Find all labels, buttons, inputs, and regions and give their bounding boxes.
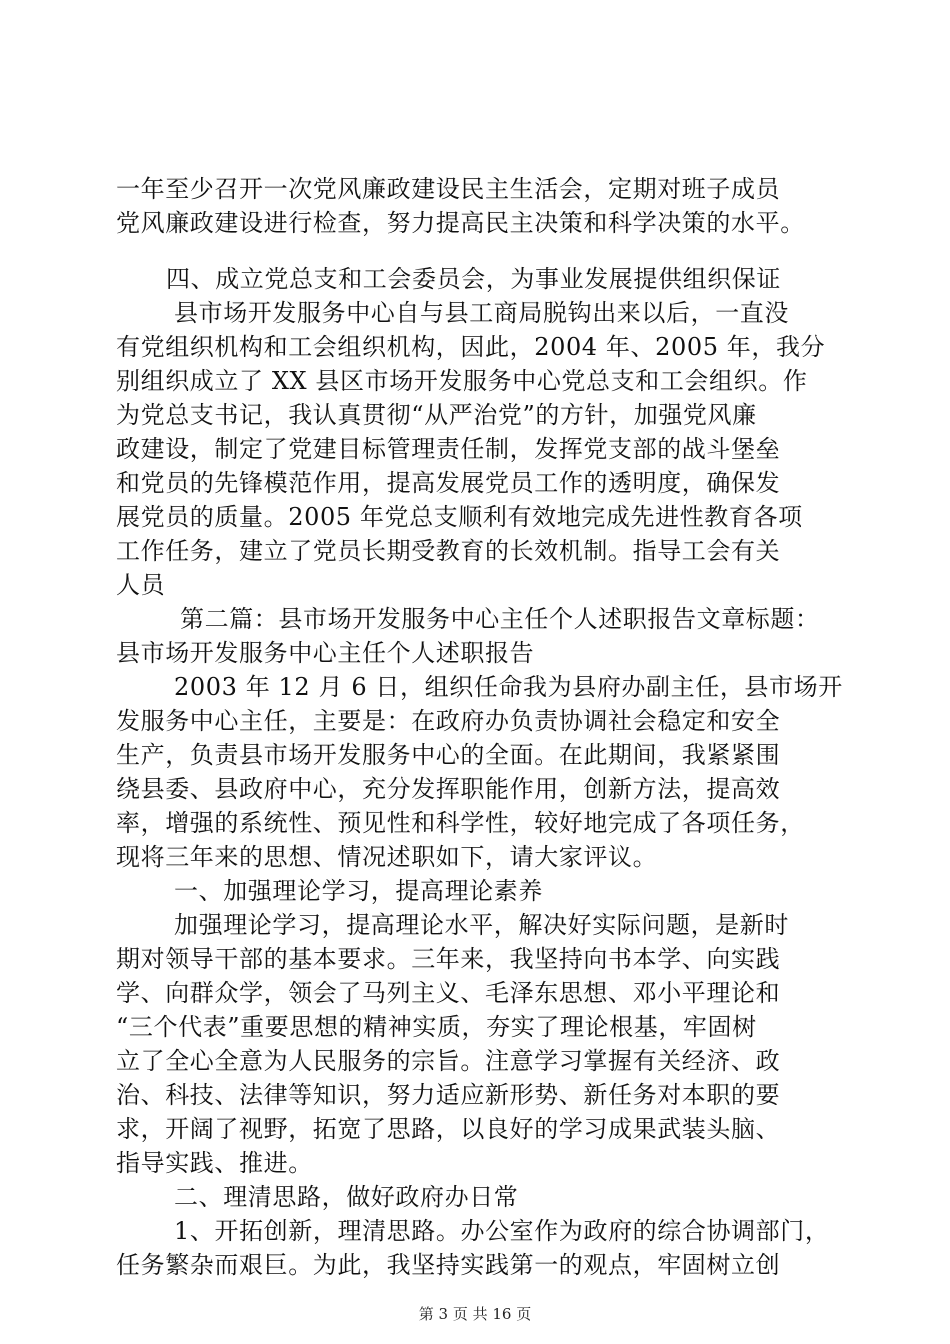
body-text-line: 期对领导干部的基本要求。三年来，我坚持向书本学、向实践 bbox=[116, 945, 781, 973]
body-text-line: 率，增强的系统性、预见性和科学性，较好地完成了各项任务， bbox=[116, 809, 805, 837]
body-text-line: 现将三年来的思想、情况述职如下，请大家评议。 bbox=[116, 843, 658, 871]
body-text-line: 生产，负责县市场开发服务中心的全面。在此期间，我紧紧围 bbox=[116, 741, 781, 769]
body-text-line: 别组织成立了 XX 县区市场开发服务中心党总支和工会组织。作 bbox=[116, 367, 808, 395]
section-heading: 四、成立党总支和工会委员会，为事业发展提供组织保证 bbox=[166, 265, 781, 293]
body-text-line: 2003 年 12 月 6 日，组织任命我为县府办副主任，县市场开 bbox=[174, 673, 843, 701]
body-text-line: 求，开阔了视野，拓宽了思路，以良好的学习成果武装头脑、 bbox=[116, 1115, 781, 1143]
body-text-line: 一年至少召开一次党风廉政建设民主生活会，定期对班子成员 bbox=[116, 175, 781, 203]
chapter-title-continued: 县市场开发服务中心主任个人述职报告 bbox=[116, 639, 535, 667]
body-text-line: 为党总支书记，我认真贯彻“从严治党”的方针，加强党风廉 bbox=[116, 401, 757, 429]
body-text-line: 工作任务，建立了党员长期受教育的长效机制。指导工会有关 bbox=[116, 537, 781, 565]
page-number-footer: 第 3 页 共 16 页 bbox=[418, 1305, 532, 1323]
body-text-line: 治、科技、法律等知识，努力适应新形势、新任务对本职的要 bbox=[116, 1081, 781, 1109]
body-text-line: 展党员的质量。2005 年党总支顺利有效地完成先进性教育各项 bbox=[116, 503, 803, 531]
body-text-line: “三个代表”重要思想的精神实质，夯实了理论根基，牢固树 bbox=[116, 1013, 757, 1041]
body-text-line: 县市场开发服务中心自与县工商局脱钩出来以后，一直没 bbox=[174, 299, 789, 327]
body-text-line: 立了全心全意为人民服务的宗旨。注意学习掌握有关经济、政 bbox=[116, 1047, 781, 1075]
chapter-title: 第二篇：县市场开发服务中心主任个人述职报告文章标题： bbox=[180, 605, 820, 633]
body-text-line: 学、向群众学，领会了马列主义、毛泽东思想、邓小平理论和 bbox=[116, 979, 781, 1007]
body-text-line: 1、开拓创新，理清思路。办公室作为政府的综合协调部门， bbox=[174, 1217, 830, 1245]
body-text-line: 人员 bbox=[116, 571, 166, 599]
body-text-line: 加强理论学习，提高理论水平，解决好实际问题，是新时 bbox=[174, 911, 789, 939]
section-heading: 二、理清思路，做好政府办日常 bbox=[174, 1183, 519, 1211]
body-text-line: 政建设，制定了党建目标管理责任制，发挥党支部的战斗堡垒 bbox=[116, 435, 781, 463]
body-text-line: 党风廉政建设进行检查，努力提高民主决策和科学决策的水平。 bbox=[116, 209, 805, 237]
body-text-line: 任务繁杂而艰巨。为此，我坚持实践第一的观点，牢固树立创 bbox=[116, 1251, 781, 1279]
body-text-line: 有党组织机构和工会组织机构，因此，2004 年、2005 年，我分 bbox=[116, 333, 826, 361]
section-heading: 一、加强理论学习，提高理论素养 bbox=[174, 877, 543, 905]
body-text-line: 绕县委、县政府中心，充分发挥职能作用，创新方法，提高效 bbox=[116, 775, 781, 803]
body-text-line: 发服务中心主任，主要是：在政府办负责协调社会稳定和安全 bbox=[116, 707, 781, 735]
body-text-line: 和党员的先锋模范作用，提高发展党员工作的透明度，确保发 bbox=[116, 469, 781, 497]
body-text-line: 指导实践、推进。 bbox=[116, 1149, 313, 1177]
